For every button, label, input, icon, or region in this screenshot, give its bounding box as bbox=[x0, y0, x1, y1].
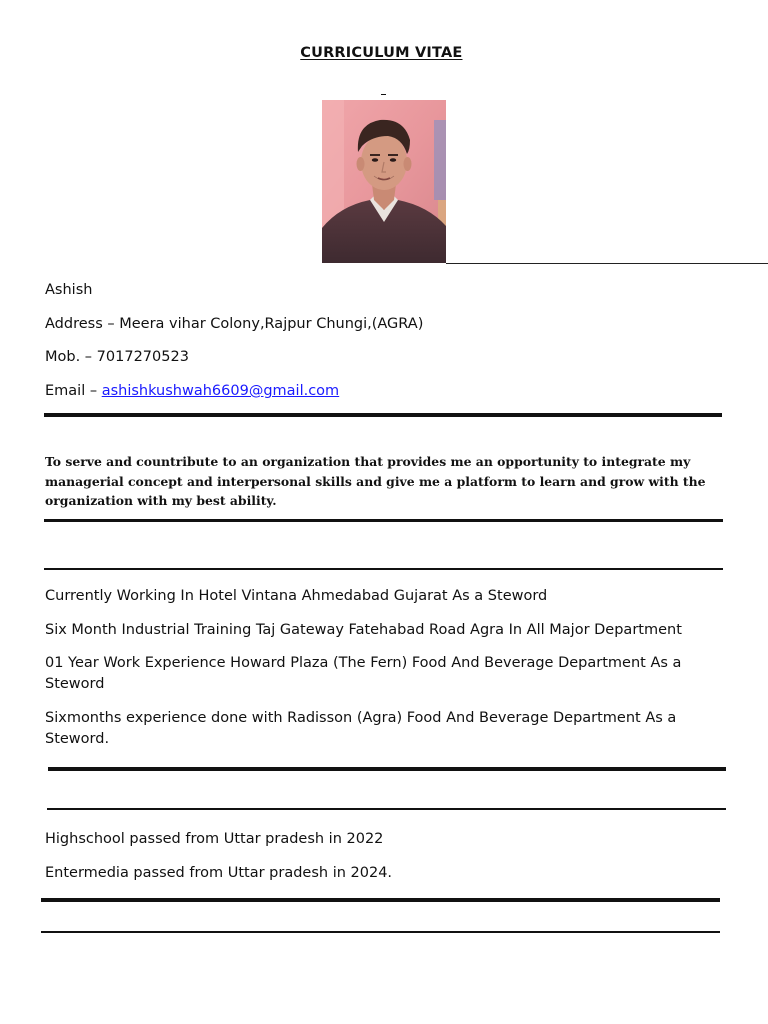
email-label: Email – bbox=[45, 383, 102, 399]
candidate-name: Ashish bbox=[45, 282, 93, 298]
experience-item: Six Month Industrial Training Taj Gateway Fatehabad Road Agra In All Major Department bbox=[45, 622, 682, 638]
experience-item: 01 Year Work Experience Howard Plaza (The Fern) Food And Beverage Department As a Steword bbox=[45, 655, 682, 692]
experience-item: Currently Working In Hotel Vintana Ahmedabad Gujarat As a Steword bbox=[45, 588, 548, 604]
section-divider bbox=[44, 568, 723, 570]
experience-item: Sixmonths experience done with Radisson (Agra) Food And Beverage Department As a Steword. bbox=[45, 710, 677, 747]
email-line bbox=[45, 381, 339, 402]
section-divider bbox=[44, 413, 722, 417]
section-divider bbox=[44, 519, 723, 522]
section-divider bbox=[41, 898, 720, 902]
section-divider bbox=[41, 931, 720, 933]
page-title: CURRICULUM VITAE bbox=[300, 45, 463, 61]
address-line: Address – Meera vihar Colony,Rajpur Chungi,(AGRA) bbox=[45, 316, 424, 332]
photo-divider-line bbox=[446, 263, 768, 264]
education-item: Highschool passed from Uttar pradesh in 2022 bbox=[45, 831, 384, 847]
profile-photo-image bbox=[322, 100, 446, 263]
section-divider bbox=[47, 808, 726, 810]
profile-photo bbox=[322, 100, 446, 263]
career-objective: To serve and countribute to an organization that provides me an opportunity to integrate my managerial concept and interpersonal skills and give me a platform to learn and grow with the organization with my best ability. bbox=[45, 454, 706, 508]
education-item: Entermedia passed from Uttar pradesh in 2024. bbox=[45, 865, 393, 881]
email-link[interactable]: ashishkushwah6609@gmail.com bbox=[101, 383, 340, 399]
title-underline-mark bbox=[381, 94, 386, 95]
mobile-line: Mob. – 7017270523 bbox=[45, 349, 189, 365]
section-divider bbox=[48, 767, 726, 771]
